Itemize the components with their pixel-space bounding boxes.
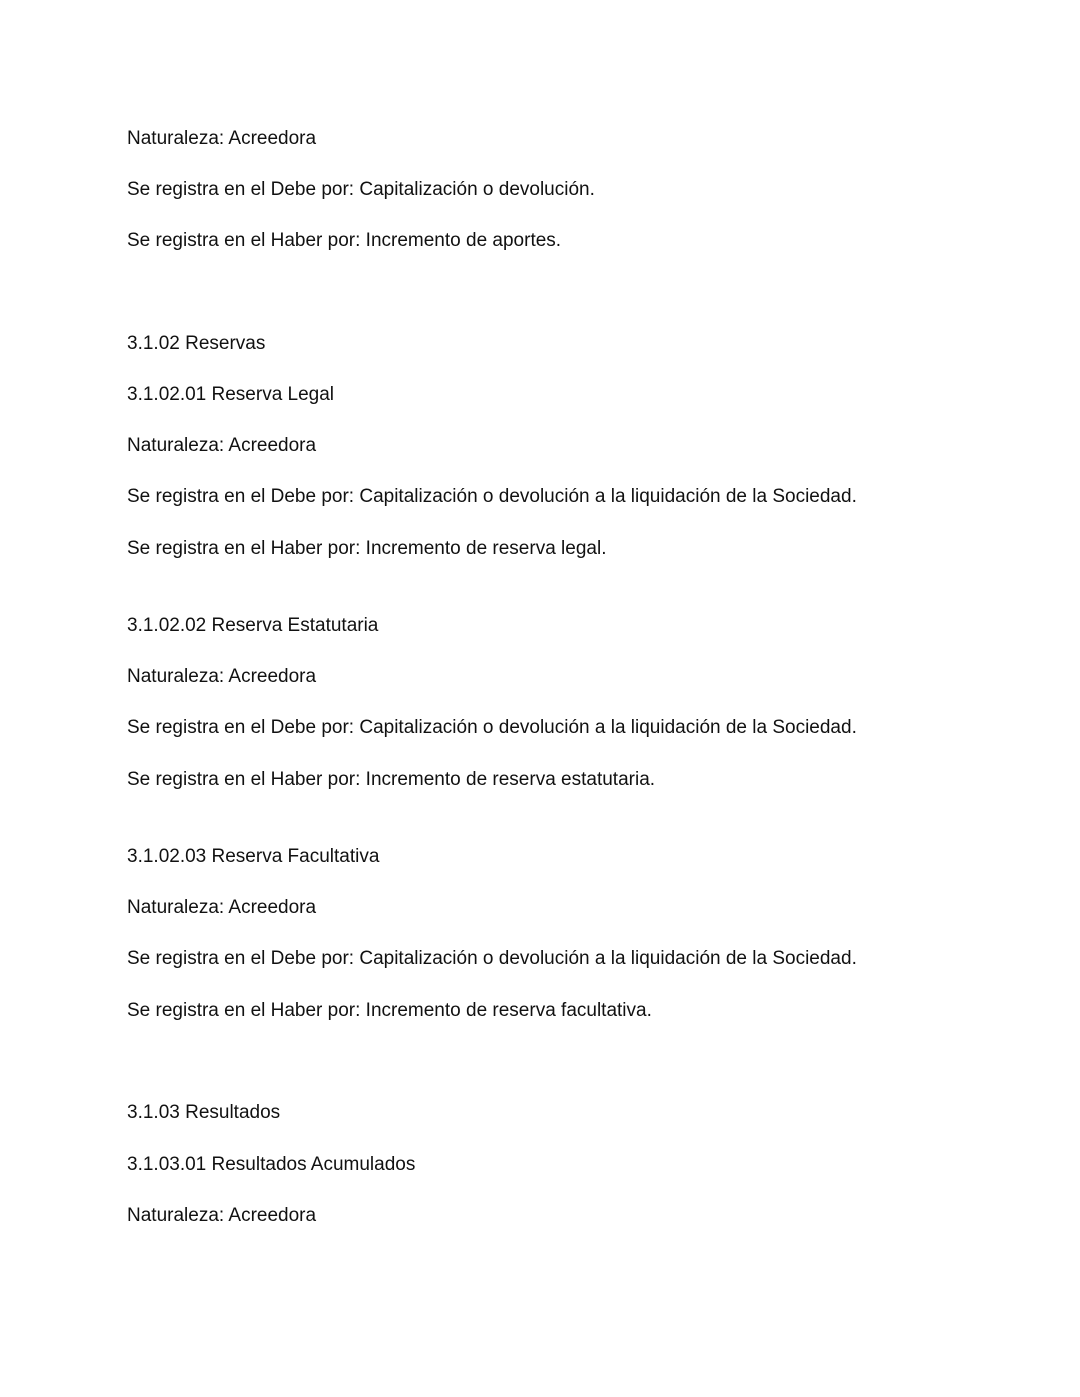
haber-line: Se registra en el Haber por: Incremento de reserva legal.	[127, 538, 607, 559]
haber-line: Se registra en el Haber por: Incremento de aportes.	[127, 230, 562, 251]
debe-line: Se registra en el Debe por: Capitalización o devolución.	[127, 179, 595, 200]
naturaleza-line: Naturaleza: Acreedora	[127, 897, 317, 918]
haber-line: Se registra en el Haber por: Incremento de reserva facultativa.	[127, 1000, 652, 1021]
account-heading-reserva-facultativa: 3.1.02.03 Reserva Facultativa	[127, 846, 380, 867]
account-heading-reserva-estatutaria: 3.1.02.02 Reserva Estatutaria	[127, 615, 379, 636]
debe-line: Se registra en el Debe por: Capitalización o devolución a la liquidación de la Sociedad.	[127, 948, 857, 969]
naturaleza-line: Naturaleza: Acreedora	[127, 435, 317, 456]
naturaleza-line: Naturaleza: Acreedora	[127, 1205, 317, 1226]
section-heading-resultados: 3.1.03 Resultados	[127, 1102, 281, 1123]
account-heading-reserva-legal: 3.1.02.01 Reserva Legal	[127, 384, 335, 405]
section-heading-reservas: 3.1.02 Reservas	[127, 333, 266, 354]
account-heading-resultados-acumulados: 3.1.03.01 Resultados Acumulados	[127, 1154, 416, 1175]
debe-line: Se registra en el Debe por: Capitalización o devolución a la liquidación de la Sociedad.	[127, 486, 857, 507]
debe-line: Se registra en el Debe por: Capitalización o devolución a la liquidación de la Sociedad.	[127, 717, 857, 738]
naturaleza-line: Naturaleza: Acreedora	[127, 128, 317, 149]
naturaleza-line: Naturaleza: Acreedora	[127, 666, 317, 687]
haber-line: Se registra en el Haber por: Incremento de reserva estatutaria.	[127, 769, 656, 790]
